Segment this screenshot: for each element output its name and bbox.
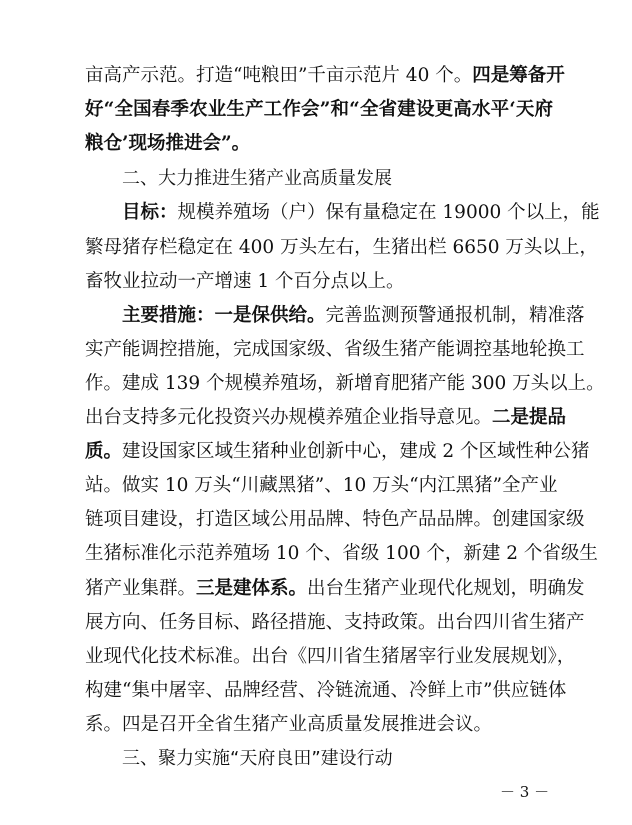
text-line [85, 92, 553, 128]
text-line [85, 264, 553, 300]
text-segment: 三、聚力实施“天府良田”建设行动 [122, 748, 393, 769]
text-line [85, 536, 598, 572]
text-segment: 展方向、任务目标、路径措施、支持政策。出台四川省生猪产 [85, 611, 585, 633]
bold-text-segment: 好“全国春季农业生产工作会”和“全省建设更高水平‘天府 [85, 99, 553, 121]
page-number: － 3 － [500, 783, 550, 801]
text-segment: 猪产业集群。 [85, 577, 197, 599]
text-segment: 亩高产示范。打造“吨粮田”千亩示范片 40 个。 [85, 65, 473, 86]
text-line [85, 366, 605, 402]
text-segment: 繁母猪存栏稳定在 400 万头左右，生猪出栏 6650 万头以上， [85, 236, 598, 258]
text-line [85, 230, 598, 266]
bold-text-segment: 二是提品 [492, 407, 567, 428]
text-line [85, 639, 576, 675]
text-segment: 畜牧业拉动一产增速 1 个百分点以上。 [85, 270, 405, 292]
text-line [85, 126, 553, 162]
text-segment: 出台支持多元化投资兴办规模养殖企业指导意见。 [85, 407, 493, 428]
text-segment: 生猪标准化示范养殖场 10 个、省级 100 个，新建 2 个省级生 [85, 543, 598, 565]
text-line [85, 434, 590, 470]
text-segment: 系。四是召开全省生猪产业高质量发展推进会议。 [85, 713, 493, 735]
text-segment: 二、大力推进生猪产业高质量发展 [122, 168, 392, 190]
section-heading [85, 161, 553, 197]
bold-text-segment: 四是筹备开 [472, 65, 565, 86]
bold-text-segment: 粮仓’现场推进会”。 [85, 133, 251, 155]
text-line [85, 195, 600, 231]
bold-text-segment: 主要措施：一是保供给。 [122, 304, 326, 326]
text-line [85, 571, 585, 607]
bold-text-segment: 三是建体系。 [196, 577, 308, 599]
text-line [85, 707, 553, 743]
text-segment: 建设国家区域生猪种业创新中心，建成 2 个区域性种公猪 [122, 441, 590, 463]
text-segment: 规模养殖场（户）保有量稳定在 19000 个以上，能 [177, 202, 600, 224]
bold-text-segment: 目标： [122, 202, 178, 224]
text-line [85, 673, 567, 709]
text-line [85, 58, 565, 94]
text-segment: 完善监测预警通报机制，精准落 [325, 304, 585, 326]
text-segment: 业现代化技术标准。出台《四川省生猪屠宰行业发展规划》， [85, 645, 576, 667]
text-segment: 实产能调控措施，完成国家级、省级生猪产能调控基地轮换工 [85, 338, 585, 360]
text-line [85, 332, 585, 368]
text-segment: 构建“集中屠宰、品牌经营、冷链流通、冷鲜上市”供应链体 [85, 679, 567, 701]
text-line [85, 605, 585, 641]
section-heading [85, 741, 553, 777]
text-segment: 出台生猪产业现代化规划，明确发 [307, 577, 585, 599]
text-line [85, 400, 567, 436]
text-segment: 链项目建设，打造区域公用品牌、特色产品品牌。创建国家级 [85, 509, 585, 531]
text-segment: 作。建成 139 个规模养殖场，新增育肥猪产能 300 万头以上。 [85, 372, 605, 394]
text-line [85, 502, 585, 538]
text-line [85, 468, 558, 504]
text-line [85, 298, 585, 334]
bold-text-segment: 质。 [85, 441, 123, 463]
text-segment: 站。做实 10 万头“川藏黑猪”、10 万头“内江黑猪”全产业 [85, 475, 558, 497]
